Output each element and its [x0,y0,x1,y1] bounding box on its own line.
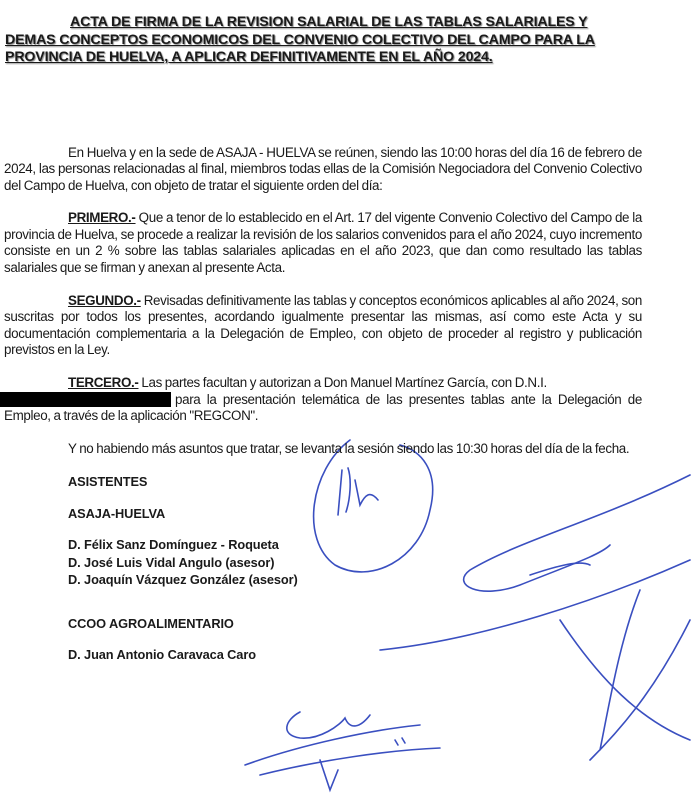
segundo-label: SEGUNDO.- [68,292,141,308]
primero-paragraph [4,210,642,276]
attendee: D. José Luis Vidal Angulo (asesor) [68,554,275,570]
tercero-paragraph [4,375,642,425]
closing-text: Y no habiendo más asuntos que tratar, se levanta la sesión siendo las 10:30 horas del día de la fecha. [68,440,630,456]
tercero-label: TERCERO.- [68,375,139,391]
title-line: DEMAS CONCEPTOS ECONOMICOS DEL CONVENIO COLECTIVO DEL CAMPO PARA LA [5,31,595,48]
attendee-list [68,536,642,589]
attendees-heading: ASISTENTES [68,474,148,490]
primero-label: PRIMERO.- [68,210,136,226]
redaction-bar [0,392,171,407]
group-name: CCOO AGROALIMENTARIO [68,615,234,631]
title-line: PROVINCIA DE HUELVA, A APLICAR DEFINITIVAMENTE EN EL AÑO 2024. [5,49,493,65]
attendee: D. Félix Sanz Domínguez - Roqueta [68,537,279,553]
intro-text: En Huelva y en la sede de ASAJA - HUELVA se reúnen, siendo las 10:00 horas del día 16 de febrero de 2024, las personas relacionadas al final, miembros todas ellas de la Comisión Negociadora del Convenio Colectivo del Campo de Huelva, con objeto de tratar el siguiente orden del día: [4,144,642,193]
attendee: D. Juan Antonio Caravaca Caro [68,647,256,663]
title-line: ACTA DE FIRMA DE LA REVISION SALARIAL DE LAS TABLAS SALARIALES Y [70,14,588,30]
document-title [5,14,642,67]
segundo-paragraph [4,293,642,359]
group-name: ASAJA-HUELVA [68,505,166,521]
attendees-section [68,473,642,664]
tercero-text: Las partes facultan y autorizan a Don Manuel Martínez García, con D.N.I. [138,375,547,391]
tercero-text-continued: para la presentación telemática de las presentes tablas ante la Delegación de Empleo, a través de la aplicación "REGCON". [4,391,642,424]
segundo-text: Revisadas definitivamente las tablas y conceptos económicos aplicables al año 2024, son suscritas por todos los presentes, acordando igualmente presentar las mismas, así como este Acta y su documentación complementaria a la Delegación de Empleo, con objeto de proceder al registro y publicación previstos en la Ley. [4,292,642,358]
attendee: D. Joaquín Vázquez González (asesor) [68,572,298,588]
intro-paragraph [4,145,642,195]
closing-paragraph [4,441,642,458]
primero-text: Que a tenor de lo establecido en el Art. 17 del vigente Convenio Colectivo del Campo de la provincia de Huelva, se procede a realizar la revisión de los salarios convenidos para el año 2024, cuyo incremento consiste en un 2 % sobre las tablas salariales aplicadas en el año 2023, que dan como resultado las tablas salariales que se firman y anexan al presente Acta. [4,210,642,276]
signature-3 [245,712,440,790]
